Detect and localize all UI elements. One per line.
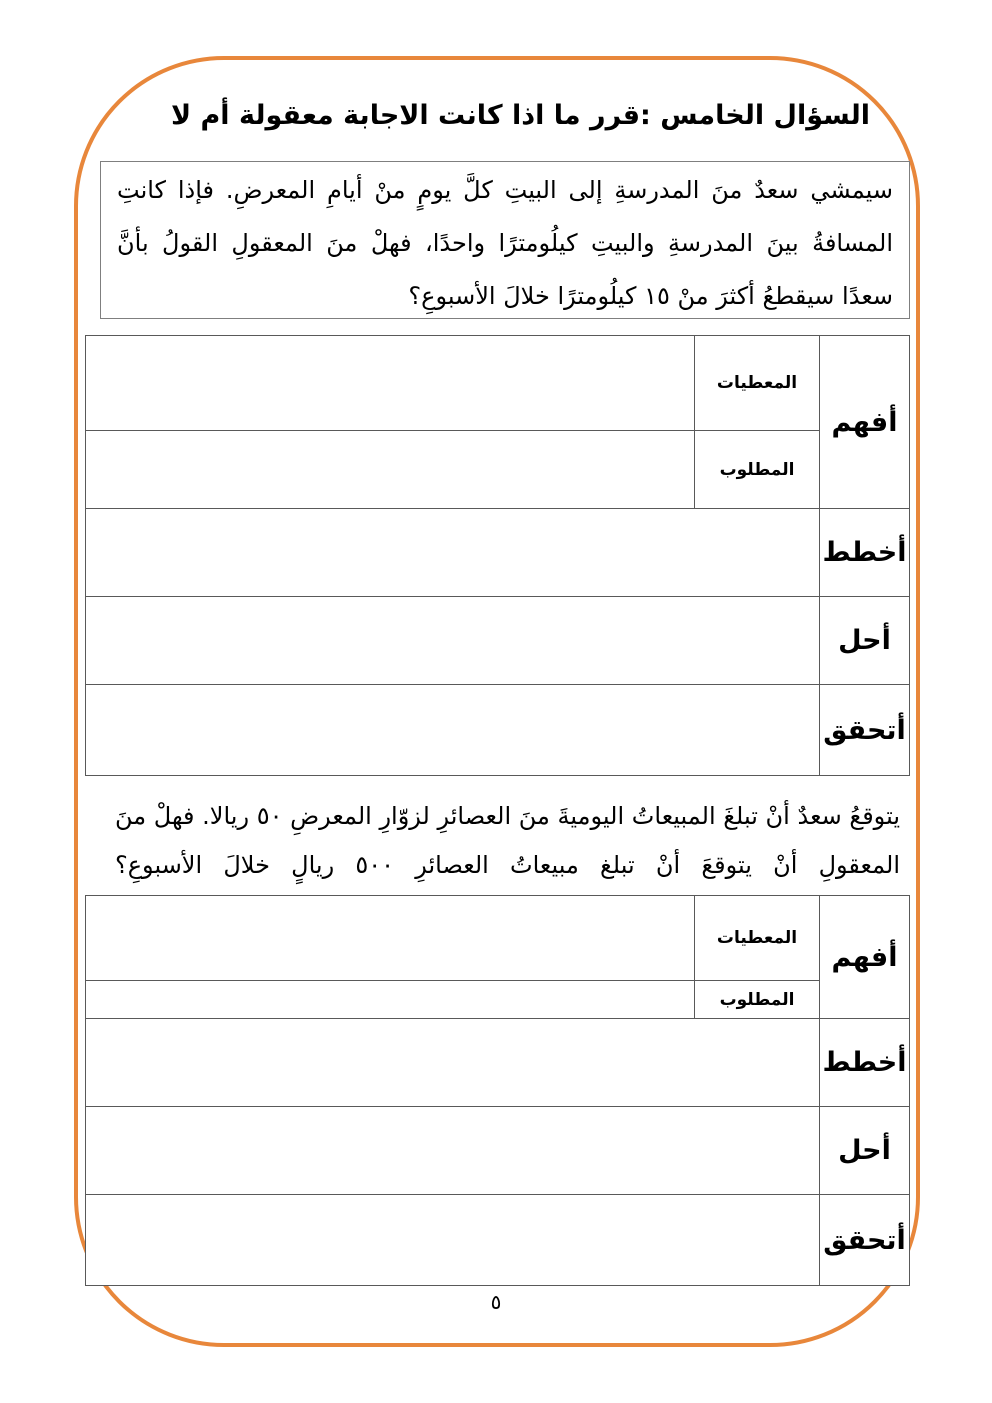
page-number: ٥ (490, 1290, 502, 1314)
table-row (86, 685, 910, 776)
problem1-text-box (100, 161, 910, 319)
label-plan: أخطط (820, 509, 910, 597)
problem1-answer-table (85, 335, 910, 776)
plan-answer-area (86, 1019, 820, 1107)
label-required: المطلوب (695, 981, 820, 1019)
solve-answer-area (86, 1107, 820, 1195)
table-row (86, 431, 910, 509)
table-row (86, 597, 910, 685)
label-solve: أحل (820, 1107, 910, 1195)
table-row (86, 1019, 910, 1107)
table-row (86, 896, 910, 981)
label-plan: أخطط (820, 1019, 910, 1107)
check-answer-area (86, 685, 820, 776)
required-answer-area (86, 981, 695, 1019)
label-required: المطلوب (695, 431, 820, 509)
label-givens: المعطيات (695, 336, 820, 431)
question-title: السؤال الخامس :قرر ما اذا كانت الاجابة معقولة أم لا (171, 100, 870, 131)
problem1-text: سيمشي سعدٌ منَ المدرسةِ إلى البيتِ كلَّ يومٍ منْ أيامِ المعرضِ. فإذا كانتِ المسافةُ بينَ المدرسةِ والبيتِ كيلُومترًا واحدًا، فهلْ منَ المعقولِ القولُ بأنَّ سعدًا سيقطعُ أكثرَ منْ ١٥ كيلُومترًا خلالَ الأسبوعِ؟ (117, 176, 893, 310)
label-check: أتحقق (820, 685, 910, 776)
givens-answer-area (86, 896, 695, 981)
problem2-question: يتوقعُ سعدٌ أنْ تبلغَ المبيعاتُ اليوميةَ منَ العصائرِ لزوّارِ المعرضِ ٥٠ ريالا. فهلْ منَ المعقولِ أنْ يتوقعَ أنْ تبلغ مبيعاتُ العصائرِ ٥٠٠ ريالٍ خلالَ الأسبوعِ؟ (115, 802, 900, 879)
label-givens: المعطيات (695, 896, 820, 981)
label-solve: أحل (820, 597, 910, 685)
plan-answer-area (86, 509, 820, 597)
table-row (86, 1195, 910, 1286)
solve-answer-area (86, 597, 820, 685)
table-row (86, 509, 910, 597)
check-answer-area (86, 1195, 820, 1286)
label-understand: أفهم (820, 896, 910, 1019)
table-row (86, 336, 910, 431)
label-check: أتحقق (820, 1195, 910, 1286)
givens-answer-area (86, 336, 695, 431)
problem2-answer-table (85, 895, 910, 1286)
table-row (86, 1107, 910, 1195)
required-answer-area (86, 431, 695, 509)
table-row (86, 981, 910, 1019)
label-understand: أفهم (820, 336, 910, 509)
